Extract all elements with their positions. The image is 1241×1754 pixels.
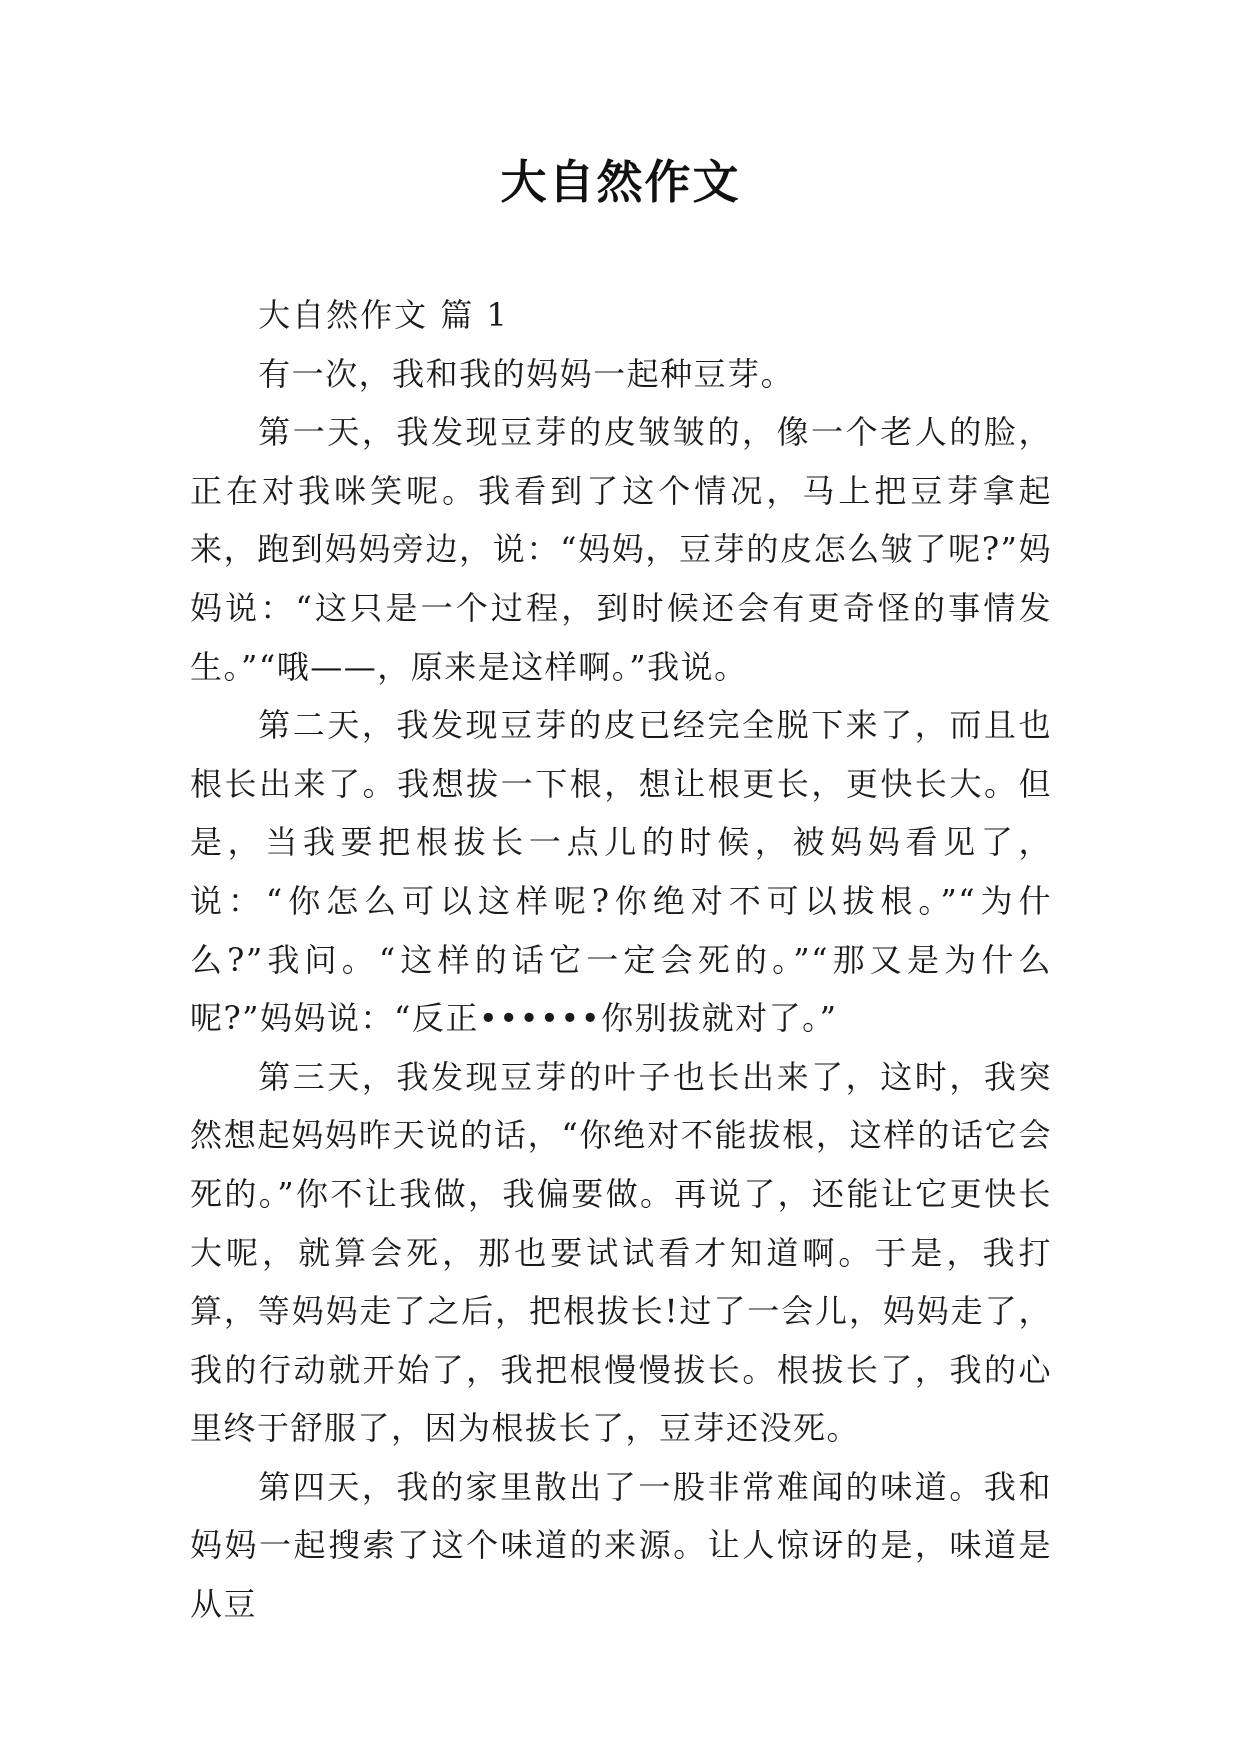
paragraph-5: 第四天，我的家里散出了一股非常难闻的味道。我和妈妈一起搜索了这个味道的来源。让人惊讶的是，味道是从豆 [190,1467,1052,1624]
paragraph-1: 有一次，我和我的妈妈一起种豆芽。 [258,354,795,393]
paragraph-2: 第一天，我发现豆芽的皮皱皱的，像一个老人的脸，正在对我咪笑呢。我看到了这个情况，马上把豆芽拿起来，跑到妈妈旁边，说：“妈妈，豆芽的皮怎么皱了呢?”妈妈说：“这只是一个过程，到时候还会有更奇怪的事情发生。”“哦——，原来是这样啊。”我说。 [190,413,1052,686]
section-heading: 大自然作文 篇 1 [258,296,509,334]
document-body [190,286,1052,1634]
paragraph-4: 第三天，我发现豆芽的叶子也长出来了，这时，我突然想起妈妈昨天说的话，“你绝对不能拔根，这样的话它会死的。”你不让我做，我偏要做。再说了，还能让它更快长大呢，就算会死，那也要试试看才知道啊。于是，我打算，等妈妈走了之后，把根拔长!过了一会儿，妈妈走了，我的行动就开始了，我把根慢慢拔长。根拔长了，我的心里终于舒服了，因为根拔长了，豆芽还没死。 [190,1057,1052,1448]
paragraph-3: 第二天，我发现豆芽的皮已经完全脱下来了，而且也根长出来了。我想拔一下根，想让根更长，更快长大。但是，当我要把根拔长一点儿的时候，被妈妈看见了，说：“你怎么可以这样呢?你绝对不可以拔根。”“为什么?”我问。“这样的话它一定会死的。”“那又是为什么呢?”妈妈说：“反正••••••你别拔就对了。” [190,706,1052,1038]
document-title: 大自然作文 [500,155,741,209]
